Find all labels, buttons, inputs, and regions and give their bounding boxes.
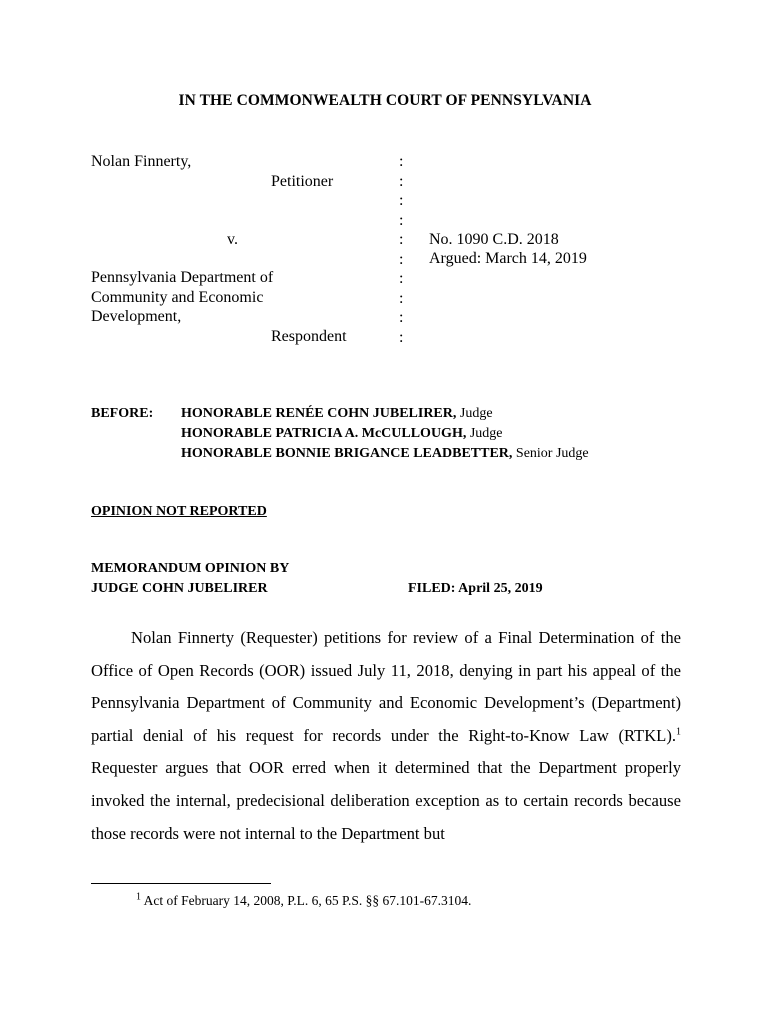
judge-title: Judge (469, 426, 503, 441)
caption-colon: : (399, 192, 404, 209)
argued-date: Argued: March 14, 2019 (429, 250, 587, 267)
judge-name: HONORABLE RENÉE COHN JUBELIRER, (181, 406, 457, 421)
docket-number: No. 1090 C.D. 2018 (429, 230, 559, 248)
caption-colon: : (399, 309, 404, 326)
caption-colon: : (399, 328, 404, 346)
judge-line (181, 404, 493, 424)
caption-colon: : (399, 153, 404, 170)
memorandum-heading-line1: MEMORANDUM OPINION BY (91, 561, 290, 576)
judge-title: Senior Judge (515, 446, 589, 461)
filed-date: FILED: April 25, 2019 (408, 581, 543, 596)
respondent-role: Respondent (271, 327, 347, 345)
caption-colon: : (399, 270, 404, 287)
footnote-number: 1 (136, 891, 141, 903)
caption-colon-column (399, 152, 403, 347)
footnote-reference[interactable]: 1 (676, 726, 681, 738)
respondent-name-line2: Community and Economic (91, 288, 264, 306)
versus: v. (227, 231, 238, 248)
before-label: BEFORE: (91, 406, 154, 421)
judge-name: HONORABLE PATRICIA A. McCULLOUGH, (181, 426, 467, 441)
footnote (136, 893, 471, 909)
opinion-body (91, 622, 681, 850)
body-text-part1: Nolan Finnerty (Requester) petitions for review of a Final Determination of the Office of Open Records (OOR) issued July 11, 2018, denying in part his appeal of the Pennsylvania Department of Community and Economic Development’s (Department) partial denial of his request for records under the Right-to-Know Law (RTKL). (91, 628, 681, 745)
caption-colon: : (399, 250, 404, 268)
judge-line (181, 444, 589, 464)
caption-colon: : (399, 231, 404, 248)
petitioner-name: Nolan Finnerty, (91, 153, 192, 170)
caption-colon: : (399, 289, 404, 307)
respondent-name-line1: Pennsylvania Department of (91, 269, 274, 286)
body-paragraph (91, 622, 681, 850)
body-text-part2: Requester argues that OOR erred when it determined that the Department properly invoked the internal, predecisional deliberation exception as to certain records because those records were not internal to the Department but (91, 758, 681, 843)
footnote-divider (91, 883, 271, 884)
judge-title: Judge (459, 406, 493, 421)
memorandum-heading-line2: JUDGE COHN JUBELIRER (91, 581, 268, 596)
judge-line (181, 424, 503, 444)
judge-name: HONORABLE BONNIE BRIGANCE LEADBETTER, (181, 446, 513, 461)
petitioner-role: Petitioner (271, 172, 334, 190)
opinion-status: OPINION NOT REPORTED (91, 504, 267, 519)
footnote-text: Act of February 14, 2008, P.L. 6, 65 P.S. §§ 67.101-67.3104. (141, 893, 472, 908)
respondent-name-line3: Development, (91, 308, 182, 325)
caption-colon: : (399, 211, 404, 229)
court-title: IN THE COMMONWEALTH COURT OF PENNSYLVANIA (178, 92, 592, 109)
caption-colon: : (399, 172, 404, 190)
